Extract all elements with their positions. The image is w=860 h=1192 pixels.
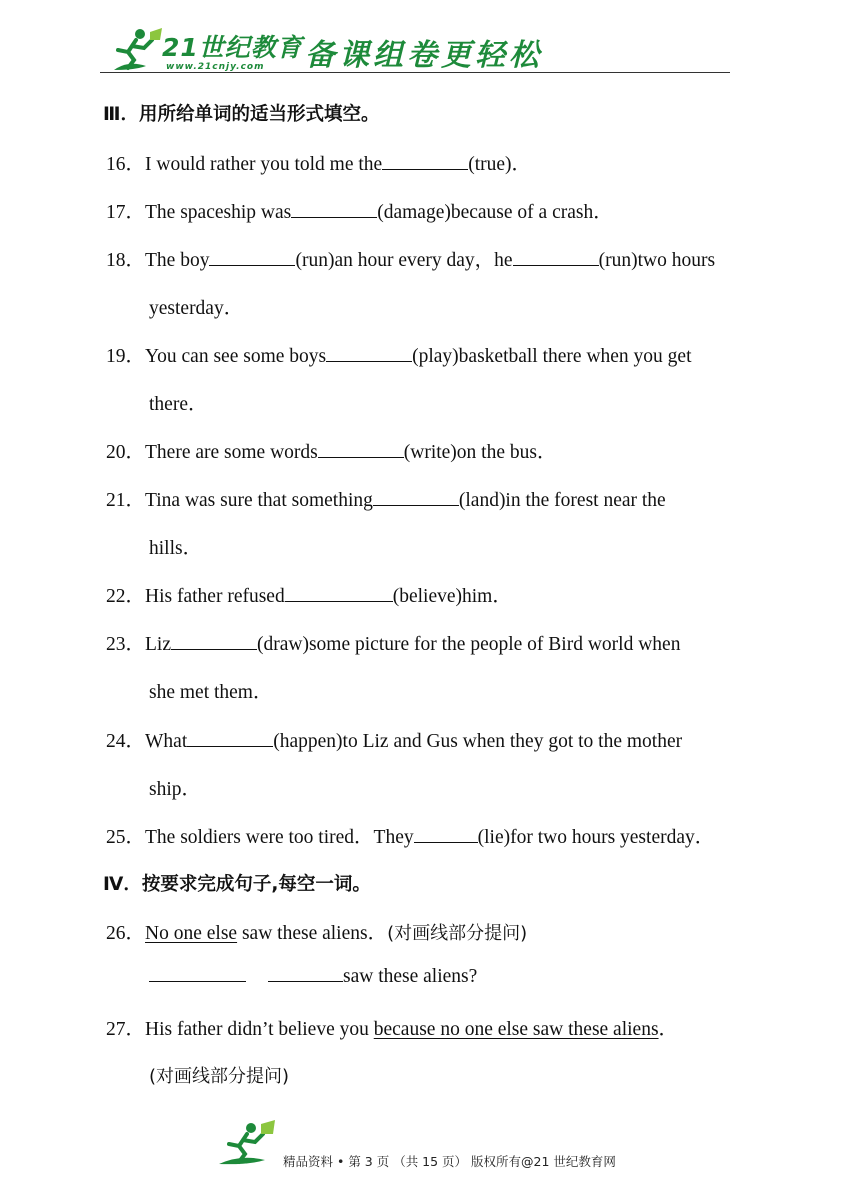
header-divider <box>100 72 730 73</box>
question-20: 20．There are some words (write)on the bus． <box>106 442 557 463</box>
answer-blank[interactable] <box>382 153 468 170</box>
question-16: 16．I would rather you told me the (true)． <box>106 154 532 175</box>
answer-blank[interactable] <box>291 201 377 218</box>
question-19-continued: there． <box>149 394 208 415</box>
question-21: 21．Tina was sure that something (land)in the forest near the <box>106 490 666 511</box>
answer-blank[interactable] <box>318 441 404 458</box>
header-slogan: 备课组卷更轻松 <box>305 38 543 73</box>
question-27-note: (对画线部分提问) <box>149 1066 290 1087</box>
page-footer <box>215 1118 675 1174</box>
question-24-continued: ship． <box>149 779 202 800</box>
question-26: 26．No one else saw these aliens．(对画线部分提问) <box>106 923 528 944</box>
answer-blank[interactable] <box>373 489 459 506</box>
footer-page-info: 精品资料 • 第 3 页 （共 15 页） 版权所有@21 世纪教育网 <box>283 1154 616 1169</box>
question-19: 19．You can see some boys (play)basketball there when you get <box>106 346 692 367</box>
question-25: 25．The soldiers were too tired．They (lie)for two hours yesterday． <box>106 827 715 848</box>
answer-blank[interactable] <box>326 345 412 362</box>
question-27: 27．His father didn’t believe you because no one else saw these aliens． <box>106 1019 679 1040</box>
underlined-phrase: No one else <box>145 923 238 944</box>
page-header <box>100 22 730 78</box>
question-23-continued: she met them． <box>149 682 273 703</box>
answer-blank[interactable] <box>285 585 393 602</box>
question-21-continued: hills． <box>149 538 203 559</box>
question-26-answer: saw these aliens? <box>149 965 477 988</box>
section-4-heading: Ⅳ．按要求完成句子,每空一词。 <box>103 874 371 895</box>
question-18: 18．The boy (run)an hour every day，he (run)two hours <box>106 250 716 271</box>
runner-logo-icon <box>106 26 164 74</box>
answer-blank[interactable] <box>149 965 246 982</box>
answer-blank[interactable] <box>414 826 478 843</box>
answer-blank[interactable] <box>268 965 343 982</box>
runner-logo-icon <box>215 1118 279 1166</box>
answer-blank[interactable] <box>171 633 257 650</box>
section-3-heading: Ⅲ．用所给单词的适当形式填空。 <box>103 104 380 125</box>
answer-blank[interactable] <box>187 730 273 747</box>
instruction-note: (对画线部分提问) <box>387 923 528 944</box>
question-23: 23．Liz (draw)some picture for the people of Bird world when <box>106 634 681 655</box>
logo-text: 21世纪教育 <box>162 33 303 62</box>
question-22: 22．His father refused (believe)him． <box>106 586 512 607</box>
question-18-continued: yesterday． <box>149 298 244 319</box>
answer-blank[interactable] <box>209 249 295 266</box>
logo-url: www.21cnjy.com <box>166 62 265 72</box>
underlined-phrase: because no one else saw these aliens <box>373 1019 659 1040</box>
question-24: 24．What (happen)to Liz and Gus when they got to the mother <box>106 731 683 752</box>
question-17: 17．The spaceship was (damage)because of a crash． <box>106 202 613 223</box>
answer-blank[interactable] <box>513 249 599 266</box>
